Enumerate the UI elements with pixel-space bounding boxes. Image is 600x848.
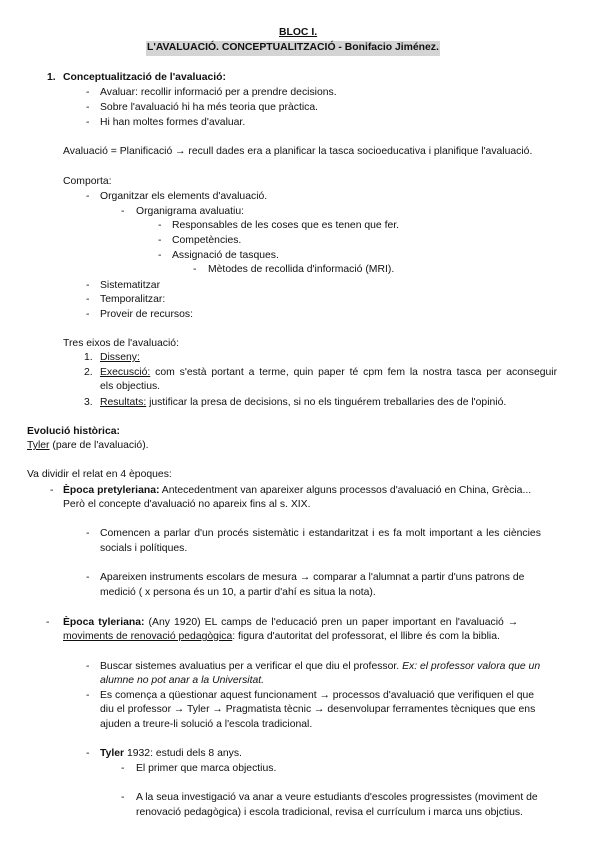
- dash: -: [86, 102, 90, 113]
- list-item: [100, 747, 242, 762]
- epoca-tyleriana: [63, 616, 518, 631]
- list-item-cont: socials i polítiques.: [100, 543, 188, 554]
- list-item: Avaluar: recollir informació per a prendre decisions.: [100, 87, 337, 98]
- renovacio-link-text: moviments de renovació pedagògica: [63, 631, 233, 642]
- list-item-cont: renovació pedagògica) i escola tradicional, revisa el currículum i marca uns objctius.: [136, 807, 523, 818]
- dash: -: [86, 661, 90, 672]
- term-text: justificar la presa de decisions, si no els tinguérem treballaries des de l'opinió.: [146, 397, 507, 408]
- example-text-cont: alumne no pot anar a la Universitat.: [100, 675, 265, 686]
- list-item: Apareixen instruments escolars de mesura → comparar a l'alumnat a partir d'uns patrons de: [100, 572, 525, 583]
- list-item: Comencen a parlar d'un procés sistemàtic i estandaritzat i es fa molt important a les ciències: [100, 528, 541, 539]
- list-item: Responsables de les coses que es tenen que fer.: [172, 220, 400, 231]
- list-item: Assignació de tasques.: [172, 250, 279, 261]
- epoca-text: (Any 1920) EL camps de l'educació pren un paper important en l'avaluació →: [144, 617, 519, 628]
- epoca-text-cont: Però el concepte d'avaluació no apareix fins al s. XIX.: [63, 499, 311, 510]
- list-item: Organigrama avaluatiu:: [136, 206, 245, 217]
- list-number: 2.: [84, 367, 93, 378]
- list-item: Competències.: [172, 235, 242, 246]
- dash: -: [86, 117, 90, 128]
- list-item: [100, 366, 557, 381]
- dash: -: [121, 206, 125, 217]
- dash: -: [50, 485, 54, 496]
- list-item: [100, 396, 506, 411]
- dash: -: [121, 792, 125, 803]
- section-heading: Conceptualització de l'avaluació:: [63, 72, 226, 83]
- list-item: Mètodes de recollida d'informació (MRI).: [208, 264, 395, 275]
- item-text: Buscar sistemes avaluatius per a verificar el que diu el professor.: [100, 661, 403, 672]
- tyler-name: Tyler: [100, 748, 125, 759]
- dash: -: [86, 309, 90, 320]
- section-number: 1.: [47, 72, 56, 83]
- evolucio-heading: Evolució històrica:: [27, 426, 120, 437]
- dash: -: [86, 191, 90, 202]
- list-item: El primer que marca objectius.: [136, 763, 277, 774]
- dash: -: [193, 264, 197, 275]
- epoca-text: Antecedentment van apareixer alguns processos d'avaluació en China, Grècia...: [159, 485, 532, 496]
- list-item: A la seua investigació va anar a veure estudiants d'escoles progressistes (moviment de: [136, 792, 538, 803]
- list-item-cont: ajuden a treure-li solució a l'escola tradicional.: [100, 719, 313, 730]
- list-item: Proveir de recursos:: [100, 309, 193, 320]
- dash: -: [158, 220, 162, 231]
- doc-title: BLOC I.: [279, 27, 318, 38]
- list-item: Hi han moltes formes d'avaluar.: [100, 117, 246, 128]
- doc-subtitle: L'AVALUACIÓ. CONCEPTUALITZACIÓ - Bonifacio Jiménez.: [146, 41, 440, 56]
- epoca-title: Època tyleriana:: [63, 617, 145, 628]
- dash: -: [158, 250, 162, 261]
- dash: -: [86, 294, 90, 305]
- epoca-pretyleriana: [63, 484, 531, 499]
- list-item: Es comença a qüestionar aquest funcionament → processos d'avaluació que verifiquen el que: [100, 690, 535, 701]
- epoca-text-cont: [63, 630, 500, 645]
- tyler-name: Tyler: [27, 440, 50, 451]
- dash: -: [86, 528, 90, 539]
- list-item-cont: medició ( x persona és un 10, a partir d'ahí es situa la nota).: [100, 587, 376, 598]
- epoca-text: : figura d'autoritat del professorat, el llibre és com la biblia.: [232, 631, 500, 642]
- list-item: Organitzar els elements d'avaluació.: [100, 191, 268, 202]
- term: Resultats:: [100, 397, 147, 408]
- list-number: 1.: [84, 352, 93, 363]
- list-item: Temporalitzar:: [100, 294, 166, 305]
- list-item: Disseny:: [100, 352, 140, 363]
- term: Execusció:: [100, 367, 151, 378]
- eixos-title: Tres eixos de l'avaluació:: [63, 338, 179, 349]
- tyler-rest: (pare de l'avaluació).: [49, 440, 149, 451]
- epoca-title: Època pretyleriana:: [63, 485, 160, 496]
- dash: -: [86, 280, 90, 291]
- epoques-intro: Va dividir el relat en 4 èpoques:: [27, 469, 172, 480]
- comporta-label: Comporta:: [63, 176, 112, 187]
- item-text: 1932: estudi dels 8 anys.: [124, 748, 242, 759]
- list-number: 3.: [84, 397, 93, 408]
- list-item-cont: diu el professor → Tyler → Pragmatista tècnic → desenvolupar ferramentes tècniques que ens: [100, 704, 536, 715]
- dash: -: [86, 748, 90, 759]
- list-item: [100, 660, 540, 675]
- tyler-line: [27, 439, 149, 454]
- dash: -: [46, 617, 50, 628]
- dash: -: [86, 690, 90, 701]
- list-item: Sistematitzar: [100, 280, 161, 291]
- term-text: com s'està portant a terme, quin paper té cpm fem la nostra tasca per aconseguir: [150, 367, 558, 378]
- dash: -: [86, 572, 90, 583]
- dash: -: [121, 763, 125, 774]
- formula-text: Avaluació = Planificació → recull dades era a planificar la tasca socioeducativa i planifique l'avaluació.: [63, 146, 533, 157]
- dash: -: [158, 235, 162, 246]
- list-item: Sobre l'avaluació hi ha més teoria que pràctica.: [100, 102, 319, 113]
- dash: -: [86, 87, 90, 98]
- example-text: Ex: el professor valora que un: [402, 661, 541, 672]
- list-item-cont: els objectius.: [100, 381, 161, 392]
